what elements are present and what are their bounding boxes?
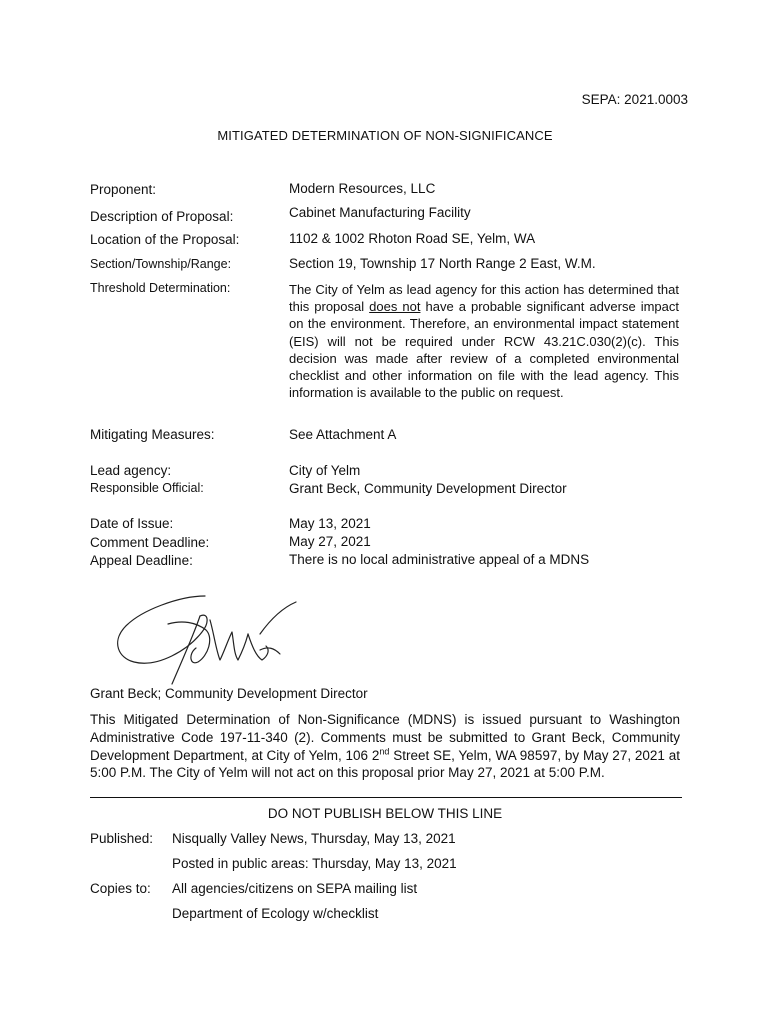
official-value: Grant Beck, Community Development Director — [289, 481, 567, 496]
section-value: Section 19, Township 17 North Range 2 East, W.M. — [289, 256, 596, 271]
proponent-label: Proponent: — [90, 182, 157, 197]
issue-date-value: May 13, 2021 — [289, 516, 371, 531]
signature-image — [110, 594, 310, 690]
location-value: 1102 & 1002 Rhoton Road SE, Yelm, WA — [289, 231, 536, 246]
appeal-deadline-label: Appeal Deadline: — [90, 553, 193, 568]
threshold-text-after: have a probable significant adverse impact on the environment. Therefore, an environmental impact statement (EIS) will not be required under RCW 43.21C.030(2)(c). This decision was made after review of a completed environmental checklist and other information on file with the lead agency. This information is available to the public on request. — [289, 299, 679, 401]
copies-label: Copies to: — [90, 881, 151, 896]
comment-deadline-value: May 27, 2021 — [289, 534, 371, 549]
published-value-1: Nisqually Valley News, Thursday, May 13, 2021 — [172, 831, 456, 846]
location-label: Location of the Proposal: — [90, 232, 240, 247]
threshold-text-before: The City of Yelm as lead agency for this action has determined that this proposal — [289, 282, 679, 315]
mitigating-label: Mitigating Measures: — [90, 427, 215, 442]
notice-text-1: This Mitigated Determination of Non-Significance (MDNS) is issued pursuant to Washington Administrative Code 197-11-340 (2). Comments must be submitted to Grant Beck, Community Development Department, at City of Yelm, 106 2 — [90, 712, 680, 763]
description-label: Description of Proposal: — [90, 209, 234, 224]
notice-paragraph — [90, 711, 680, 782]
comment-deadline-label: Comment Deadline: — [90, 535, 210, 550]
threshold-paragraph — [289, 281, 679, 401]
lead-agency-label: Lead agency: — [90, 463, 172, 478]
notice-text-2: Street SE, Yelm, WA 98597, by May 27, 2021 at 5:00 P.M. The City of Yelm will not act on this proposal prior May 27, 2021 at 5:00 P.M. — [90, 747, 681, 781]
description-value: Cabinet Manufacturing Facility — [289, 205, 471, 220]
mitigating-value: See Attachment A — [289, 427, 397, 442]
copies-value-1: All agencies/citizens on SEPA mailing list — [172, 881, 418, 896]
divider-line — [90, 797, 682, 798]
do-not-publish-heading: DO NOT PUBLISH BELOW THIS LINE — [267, 806, 503, 821]
signatory-name: Grant Beck; Community Development Director — [90, 686, 368, 701]
sepa-number: SEPA: 2021.0003 — [581, 92, 688, 107]
copies-value-2: Department of Ecology w/checklist — [172, 906, 379, 921]
published-value-2: Posted in public areas: Thursday, May 13, 2021 — [172, 856, 457, 871]
issue-date-label: Date of Issue: — [90, 516, 174, 531]
published-label: Published: — [90, 831, 154, 846]
appeal-deadline-value: There is no local administrative appeal of a MDNS — [289, 552, 590, 567]
lead-agency-value: City of Yelm — [289, 463, 361, 478]
section-label: Section/Township/Range: — [90, 257, 232, 271]
proponent-value: Modern Resources, LLC — [289, 181, 436, 196]
notice-superscript: nd — [379, 746, 390, 757]
official-label: Responsible Official: — [90, 481, 204, 495]
threshold-underlined: does not — [369, 299, 421, 315]
threshold-label: Threshold Determination: — [90, 281, 231, 295]
document-title: MITIGATED DETERMINATION OF NON-SIGNIFICANCE — [217, 128, 553, 143]
